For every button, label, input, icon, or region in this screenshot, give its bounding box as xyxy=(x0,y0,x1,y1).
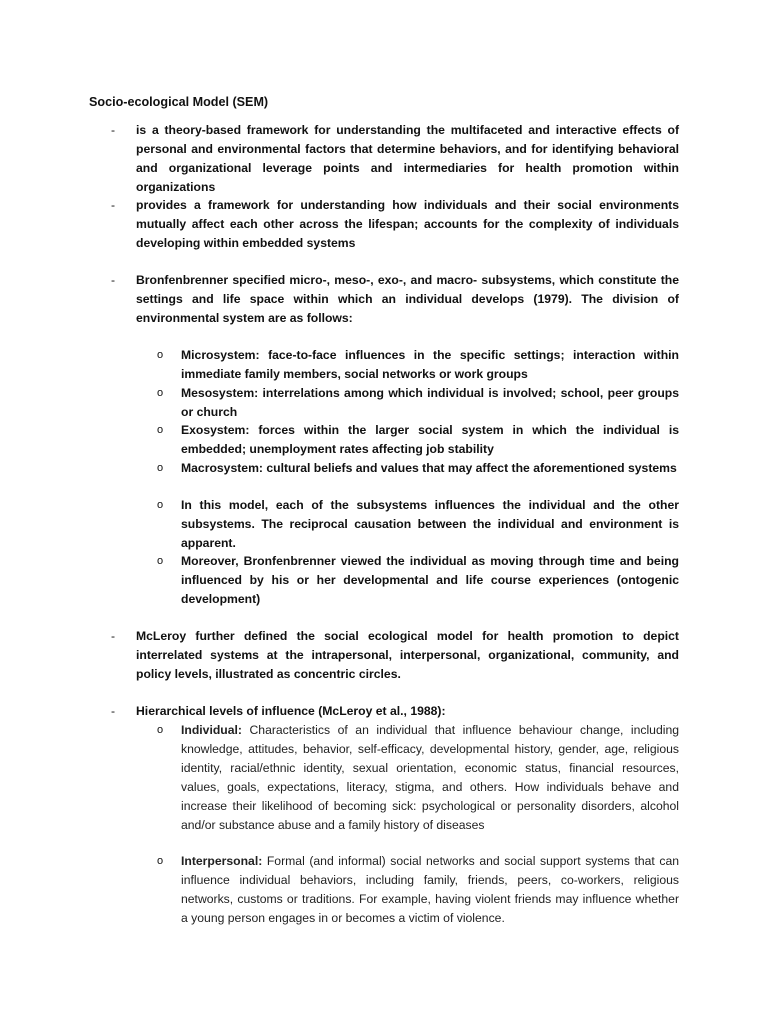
sub-list-item xyxy=(157,384,679,422)
list-item xyxy=(111,271,679,328)
level-item-text xyxy=(181,721,679,835)
dash-bullet: - xyxy=(111,629,116,643)
circle-bullet: o xyxy=(157,424,164,436)
dash-bullet: - xyxy=(111,273,116,287)
level-label: Individual: xyxy=(181,723,242,737)
circle-bullet: o xyxy=(157,349,164,361)
list-item xyxy=(111,702,679,721)
sub-list-item-text: Moreover, Bronfenbrenner viewed the individual as moving through time and being influenced by his or her developmental and life course experiences (ontogenic development) xyxy=(181,554,679,606)
list-item-text: Hierarchical levels of influence (McLeroy et al., 1988): xyxy=(136,704,446,718)
circle-bullet: o xyxy=(157,499,164,511)
sub-list-item-text: Macrosystem: cultural beliefs and values that may affect the aforementioned systems xyxy=(181,461,677,475)
level-item-interpersonal xyxy=(157,852,679,928)
circle-bullet: o xyxy=(157,462,164,474)
page-title: Socio-ecological Model (SEM) xyxy=(89,95,269,109)
level-description: Characteristics of an individual that influence behaviour change, including knowledge, attitudes, behavior, self-efficacy, developmental history, gender, age, religious identity, racial/ethnic identity, sexual orientation, economic status, financial resources, values, goals, expectations, literacy, stigma, and others. How individuals behave and increase their likelihood of becoming sick: psychological or personality disorders, alcohol and/or substance abuse and a family history of diseases xyxy=(181,723,680,832)
list-item-text: McLeroy further defined the social ecological model for health promotion to depict interrelated systems at the intrapersonal, interpersonal, organizational, community, and policy levels, illustrated as concentric circles. xyxy=(136,629,679,681)
dash-bullet: - xyxy=(111,198,116,212)
list-item-text: Bronfenbrenner specified micro-, meso-, exo-, and macro- subsystems, which constitute the settings and life space within which an individual develops (1979). The division of environmental system are as follows: xyxy=(136,273,679,325)
circle-bullet: o xyxy=(157,387,164,399)
list-item xyxy=(111,196,679,253)
level-label: Interpersonal: xyxy=(181,854,263,868)
sub-list-item xyxy=(157,552,679,609)
list-item-text: is a theory-based framework for understanding the multifaceted and interactive effects of personal and environmental factors that determine behaviors, and for identifying behavioral and organizational leverage points and intermediaries for health promotion within organizations xyxy=(136,123,679,194)
level-description: Formal (and informal) social networks and social support systems that can influence individual behaviors, including family, friends, peers, co-workers, religious networks, customs or traditions. For example, having violent friends may influence whether a young person engages in or becomes a victim of violence. xyxy=(181,854,679,925)
sub-list-item-text: Microsystem: face-to-face influences in the specific settings; interaction within immediate family members, social networks or work groups xyxy=(181,348,679,381)
list-item xyxy=(111,121,679,197)
dash-bullet: - xyxy=(111,704,116,718)
level-item-text xyxy=(181,852,679,928)
sub-list-item-text: Mesosystem: interrelations among which individual is involved; school, peer groups or church xyxy=(181,386,679,419)
sub-list-item xyxy=(157,346,679,384)
circle-bullet: o xyxy=(157,555,164,567)
sub-list-item xyxy=(157,496,679,553)
sub-list-item-text: In this model, each of the subsystems influences the individual and the other subsystems. The reciprocal causation between the individual and environment is apparent. xyxy=(181,498,679,550)
list-item xyxy=(111,627,679,684)
circle-bullet: o xyxy=(157,855,164,867)
circle-bullet: o xyxy=(157,724,164,736)
sub-list-item xyxy=(157,459,679,478)
sub-list-item xyxy=(157,421,679,459)
sub-list-item-text: Exosystem: forces within the larger social system in which the individual is embedded; unemployment rates affecting job stability xyxy=(181,423,679,456)
level-item-individual xyxy=(157,721,679,835)
dash-bullet: - xyxy=(111,123,116,137)
list-item-text: provides a framework for understanding how individuals and their social environments mutually affect each other across the lifespan; accounts for the complexity of individuals developing within embedded systems xyxy=(136,198,679,250)
